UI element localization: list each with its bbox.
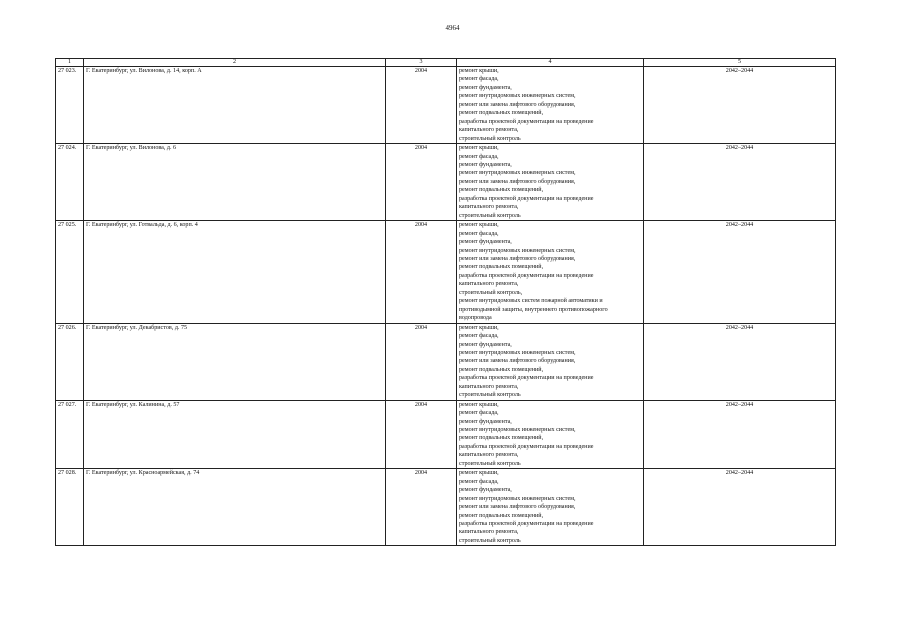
work-item: ремонт крыши,	[459, 222, 499, 229]
row-number-cell: 27 025.	[56, 221, 84, 323]
work-item: ремонт подвальных помещений,	[459, 110, 544, 117]
work-item: ремонт внутридомовых инженерных систем,	[459, 495, 576, 502]
address-cell: Г. Екатеринбург, ул. Красноармейская, д. 74	[84, 469, 386, 546]
work-item: ремонт фундамента,	[459, 239, 512, 246]
work-item: ремонт или замена лифтового оборудования,	[459, 504, 576, 511]
work-item: ремонт фасада,	[459, 410, 499, 417]
table-row	[56, 400, 836, 469]
work-item: строительный контроль	[459, 392, 521, 399]
work-item: ремонт крыши,	[459, 401, 499, 408]
work-item: строительный контроль	[459, 537, 521, 544]
works-cell	[457, 400, 644, 469]
work-item: капитального ремонта,	[459, 127, 519, 134]
column-header-5: 5	[644, 59, 836, 67]
works-cell	[457, 221, 644, 323]
work-item: строительный контроль	[459, 460, 521, 467]
work-item: строительный контроль	[459, 135, 521, 142]
work-item: ремонт подвальных помещений,	[459, 187, 544, 194]
year-cell: 2004	[386, 469, 457, 546]
work-item: ремонт или замена лифтового оборудования,	[459, 178, 576, 185]
address-cell: Г. Екатеринбург, ул. Вилонова, д. 14, корп. А	[84, 67, 386, 144]
row-number-cell: 27 024.	[56, 144, 84, 221]
page-number: 4964	[445, 24, 460, 32]
column-header-3: 3	[386, 59, 457, 67]
work-item: разработка проектной документации на проведение	[459, 521, 594, 528]
year-cell: 2004	[386, 67, 457, 144]
work-item: ремонт крыши,	[459, 68, 499, 74]
work-item: разработка проектной документации на проведение	[459, 272, 594, 279]
work-item: ремонт фасада,	[459, 333, 499, 340]
work-item: ремонт внутридомовых инженерных систем,	[459, 427, 576, 434]
work-item: ремонт крыши,	[459, 145, 499, 152]
address-cell: Г. Екатеринбург, ул. Вилонова, д. 6	[84, 144, 386, 221]
work-item: ремонт фундамента,	[459, 84, 512, 91]
address-cell: Г. Екатеринбург, ул. Готвальда, д. 6, корп. 4	[84, 221, 386, 323]
work-item: разработка проектной документации на проведение	[459, 375, 594, 382]
address-cell: Г. Екатеринбург, ул. Калинина, д. 57	[84, 400, 386, 469]
work-item: капитального ремонта,	[459, 383, 519, 390]
table-row	[56, 221, 836, 323]
work-item: ремонт фундамента,	[459, 161, 512, 168]
column-header-2: 2	[84, 59, 386, 67]
table-body	[56, 67, 836, 546]
work-item: ремонт подвальных помещений,	[459, 264, 544, 271]
repair-schedule-table	[55, 58, 836, 546]
period-cell: 2042–2044	[644, 469, 836, 546]
work-item: ремонт фундамента,	[459, 418, 512, 425]
work-item: ремонт подвальных помещений,	[459, 512, 544, 519]
work-item: строительный контроль,	[459, 289, 523, 296]
work-item: капитального ремонта,	[459, 529, 519, 536]
table-header	[56, 59, 836, 67]
work-item: капитального ремонта,	[459, 452, 519, 459]
work-item: ремонт крыши,	[459, 324, 499, 331]
year-cell: 2004	[386, 221, 457, 323]
period-cell: 2042–2044	[644, 144, 836, 221]
work-item: строительный контроль	[459, 212, 521, 219]
work-item: ремонт крыши,	[459, 470, 499, 477]
work-item: ремонт внутридомовых инженерных систем,	[459, 349, 576, 356]
work-item: ремонт фасада,	[459, 230, 499, 237]
work-item: водопровода	[459, 315, 492, 322]
work-item: ремонт внутридомовых инженерных систем,	[459, 93, 576, 100]
row-number-cell: 27 028.	[56, 469, 84, 546]
work-item: ремонт внутридомовых инженерных систем,	[459, 170, 576, 177]
address-cell: Г. Екатеринбург, ул. Декабристов, д. 75	[84, 323, 386, 400]
work-item: разработка проектной документации на проведение	[459, 118, 594, 125]
work-item: ремонт или замена лифтового оборудования,	[459, 255, 576, 262]
work-item: ремонт фундамента,	[459, 487, 512, 494]
work-item: ремонт подвальных помещений,	[459, 366, 544, 373]
works-cell	[457, 469, 644, 546]
period-cell: 2042–2044	[644, 400, 836, 469]
works-cell	[457, 323, 644, 400]
period-cell: 2042–2044	[644, 323, 836, 400]
work-item: разработка проектной документации на проведение	[459, 195, 594, 202]
column-header-1: 1	[56, 59, 84, 67]
work-item: капитального ремонта,	[459, 204, 519, 211]
table-row	[56, 323, 836, 400]
year-cell: 2004	[386, 400, 457, 469]
table-row	[56, 67, 836, 144]
work-item: ремонт фундамента,	[459, 341, 512, 348]
period-cell: 2042–2044	[644, 67, 836, 144]
header-row	[56, 59, 836, 67]
work-item: ремонт или замена лифтового оборудования,	[459, 358, 576, 365]
row-number-cell: 27 023.	[56, 67, 84, 144]
column-header-4: 4	[457, 59, 644, 67]
work-item: противодымной защиты, внутреннего противопожарного	[459, 306, 608, 313]
year-cell: 2004	[386, 144, 457, 221]
work-item: ремонт внутридомовых инженерных систем,	[459, 247, 576, 254]
year-cell: 2004	[386, 323, 457, 400]
work-item: ремонт или замена лифтового оборудования,	[459, 101, 576, 108]
table-row	[56, 469, 836, 546]
work-item: разработка проектной документации на проведение	[459, 443, 594, 450]
work-item: ремонт фасада,	[459, 478, 499, 485]
works-cell	[457, 144, 644, 221]
work-item: ремонт фасада,	[459, 153, 499, 160]
work-item: капитального ремонта,	[459, 281, 519, 288]
work-item: ремонт фасада,	[459, 76, 499, 83]
row-number-cell: 27 026.	[56, 323, 84, 400]
work-item: ремонт внутридомовых систем пожарной автоматики и	[459, 298, 603, 305]
period-cell: 2042–2044	[644, 221, 836, 323]
work-item: ремонт подвальных помещений,	[459, 435, 544, 442]
row-number-cell: 27 027.	[56, 400, 84, 469]
works-cell	[457, 67, 644, 144]
table-row	[56, 144, 836, 221]
